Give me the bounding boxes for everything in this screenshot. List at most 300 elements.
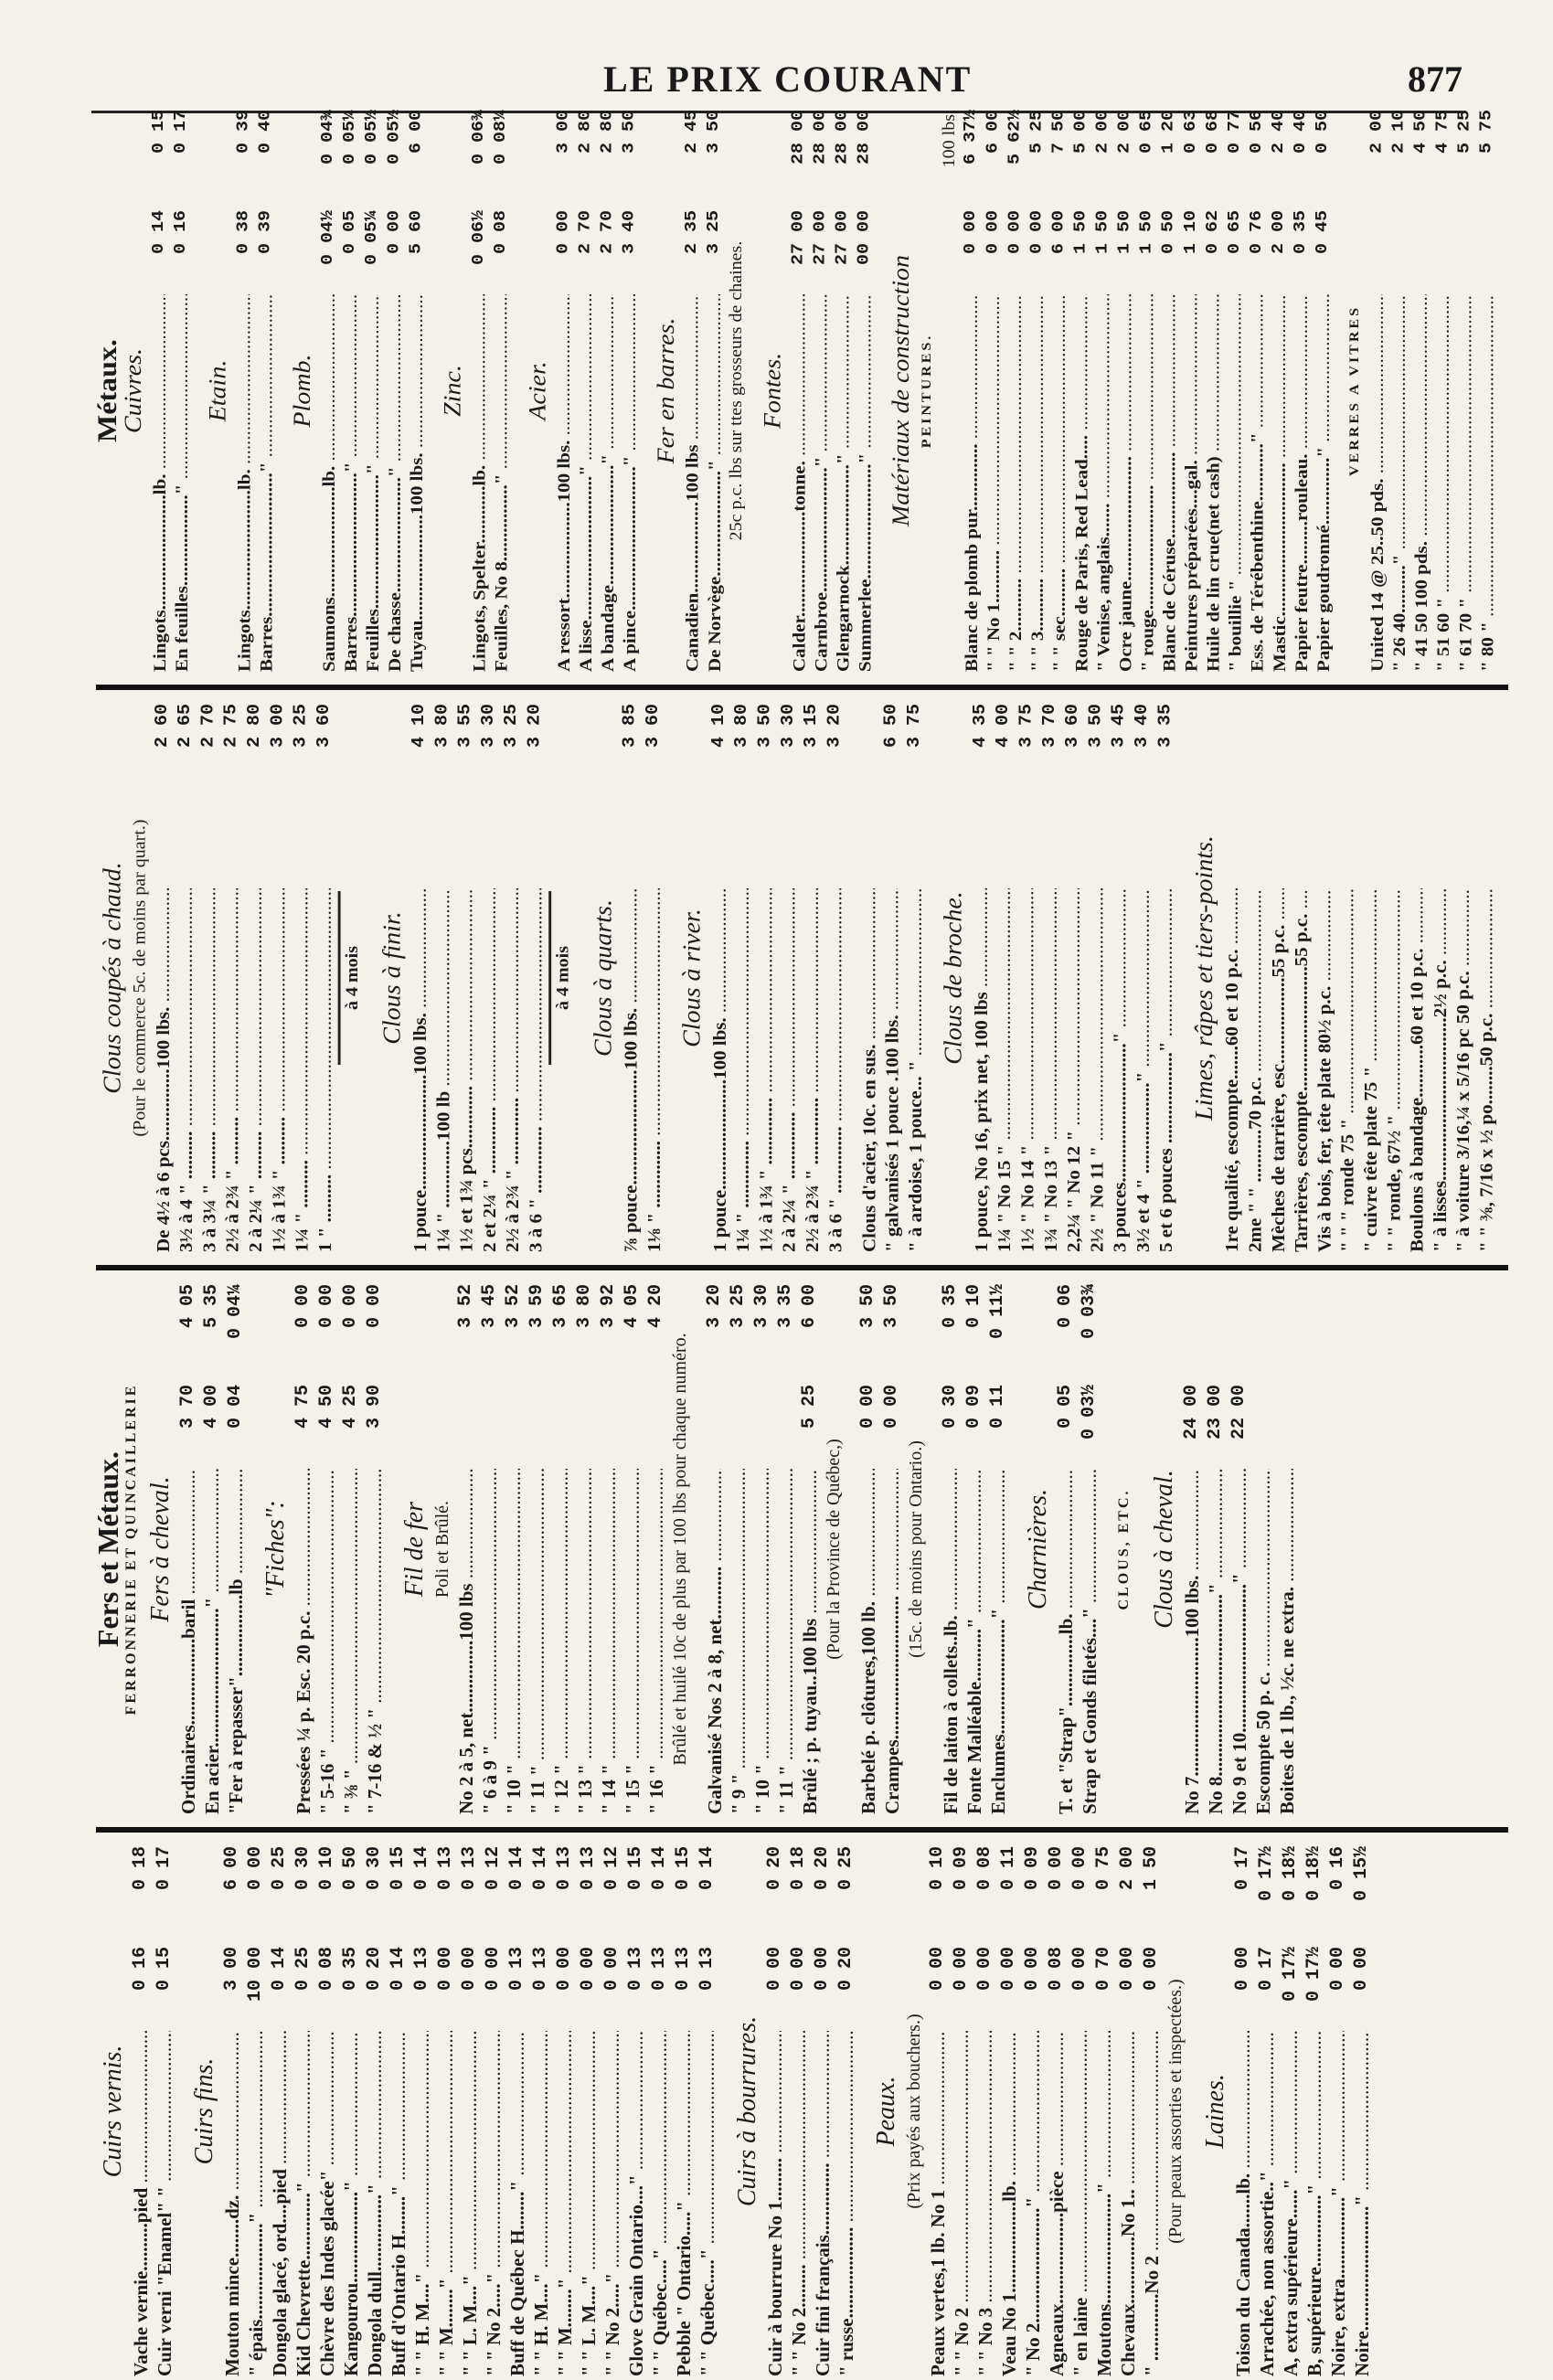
price-high: 0 10	[963, 1284, 984, 1329]
item-label: 1½ et 1¾ pcs............. .....	[454, 888, 477, 1252]
price-row	[1114, 110, 1136, 672]
price-high: 0 00	[293, 1284, 314, 1329]
price-row	[292, 1846, 315, 2376]
price-high: 0 11½	[987, 1284, 1008, 1340]
price-row	[575, 110, 597, 672]
price-low	[801, 804, 824, 888]
price-high: 0 04¼	[225, 1284, 246, 1340]
item-label: 1¼ " .......... .....	[290, 888, 313, 1252]
price-low: 0 00	[1232, 1947, 1253, 1992]
section-title: "Fiches":	[261, 1500, 290, 1599]
section-title: Cuirs vernis.	[99, 2045, 127, 2178]
price-row	[1154, 704, 1177, 1252]
price-high: 3 45	[1109, 704, 1130, 749]
price-low: 0 00	[961, 210, 981, 255]
price-high: 0 05½	[384, 110, 404, 165]
price-low	[824, 804, 846, 888]
price-high: 3 20	[704, 1284, 725, 1329]
price-low	[1410, 210, 1432, 294]
column-cuirs	[96, 1846, 1508, 2376]
price-row	[824, 704, 846, 1252]
price-row	[1038, 704, 1061, 1252]
item-label: " 16 " .....	[644, 1469, 668, 1814]
price-low: 0 20	[835, 1947, 856, 1992]
price-low: 0 13	[530, 1947, 551, 1992]
price-high: 4 05	[177, 1284, 198, 1329]
price-low	[1038, 804, 1061, 888]
item-label: En feuilles..................." .....	[170, 294, 192, 672]
item-label: " 12 " .....	[549, 1469, 573, 1814]
spacer	[428, 110, 438, 672]
item-label: " " L. M...." .....	[577, 2031, 601, 2376]
price-high: 2 10	[1388, 110, 1409, 154]
price-low: 0 00	[459, 1947, 480, 1992]
price-row	[601, 1846, 624, 2376]
price-high: 2 70	[197, 704, 219, 749]
item-label: " 26 40.........." .....	[1388, 294, 1410, 672]
item-label: 1¼ " .............. .....	[731, 888, 754, 1252]
price-high: 0 04¾	[318, 110, 338, 165]
price-row	[854, 110, 876, 672]
item-label: A, extra supérieure......" .....	[1279, 2031, 1303, 2376]
price-row	[478, 1284, 502, 1814]
price-low: 0 00	[578, 1947, 599, 1992]
item-label: A lisse.............................." .....	[575, 294, 597, 672]
item-label: 2½ " No 11 " .....	[1085, 888, 1108, 1252]
spacer	[1374, 1846, 1385, 2376]
spacer	[858, 1846, 869, 2376]
item-label: Vis à bois, fer, tête plate 80½ p.c. .....	[1313, 888, 1335, 1252]
price-high: 6 00	[983, 110, 1003, 154]
price-high: 0 75	[1093, 1846, 1114, 1891]
price-low	[1432, 210, 1454, 294]
price-high: 3 50	[1085, 704, 1107, 749]
column-divider	[96, 1265, 1508, 1270]
price-low: 0 14	[388, 1947, 409, 1992]
price-high: 2 00	[1092, 110, 1113, 154]
price-high	[1452, 704, 1474, 804]
price-row	[1303, 1846, 1326, 2376]
price-row	[856, 1284, 880, 1814]
price-low: 1 50	[1092, 210, 1113, 255]
price-high: 3 20	[824, 704, 846, 749]
item-label: Lingots, Spelter............lb. .....	[468, 294, 490, 672]
price-row	[672, 1846, 696, 2376]
price-row	[1092, 1846, 1116, 2376]
price-low: 0 00	[1069, 1947, 1090, 1992]
price-low	[1016, 804, 1038, 888]
section-title: Laines.	[1201, 2074, 1229, 2149]
item-label: 3½ à 4 " .......... .....	[175, 888, 197, 1252]
price-high: 4 10	[708, 704, 729, 749]
price-row	[1279, 1846, 1303, 2376]
price-low: 2 70	[575, 210, 595, 255]
price-row	[750, 1284, 774, 1814]
price-low	[501, 804, 524, 888]
price-high: 0 20	[764, 1846, 785, 1891]
spacer	[192, 110, 202, 672]
price-high: 0 12	[601, 1846, 622, 1891]
item-label: Pressées ¼ p. Esc. 20 p.c. .....	[292, 1469, 315, 1814]
price-row	[703, 110, 725, 672]
price-low: 0 08	[316, 1947, 337, 1992]
section-title: Clous à cheval.	[1150, 1470, 1178, 1629]
price-row	[1452, 704, 1474, 1252]
price-row	[1180, 1284, 1204, 1814]
item-label: De chasse........................" .....	[384, 294, 406, 672]
item-label: " " No 2......... .....	[787, 2031, 811, 2376]
section-footnote: (Pour la Province de Québec,)	[824, 1439, 844, 1660]
price-high: 5 00	[1070, 110, 1090, 154]
price-high: 2 80	[575, 110, 595, 154]
price-row	[1359, 704, 1382, 1252]
price-row	[624, 1846, 648, 2376]
spacer	[1177, 704, 1188, 1252]
item-label: 1¾ " No 13 " .....	[1038, 888, 1061, 1252]
item-label: Blanc de plomb pur.............. .....	[961, 294, 983, 672]
price-high: 0 13	[459, 1846, 480, 1891]
item-label: 1½ à 1¾ " .......... .....	[267, 888, 290, 1252]
price-row	[1070, 110, 1092, 672]
price-low: 00 00	[854, 210, 875, 266]
price-row	[801, 704, 824, 1252]
price-high: 5 62½	[1005, 110, 1025, 165]
item-label: " à lisses..................................2½ p.c. .....	[1428, 888, 1451, 1252]
price-row	[1048, 110, 1070, 672]
price-high: 0 06	[1055, 1284, 1076, 1329]
price-low: 0 15	[154, 1947, 175, 1992]
price-row	[621, 1284, 644, 1814]
column-clous	[96, 704, 1508, 1252]
price-low	[969, 804, 992, 888]
price-low	[290, 804, 313, 888]
item-label: " " H. M...." .....	[410, 2031, 434, 2376]
spacer	[176, 1846, 187, 2376]
price-low	[1275, 1385, 1299, 1469]
price-row	[315, 1284, 339, 1814]
terms-label: à 4 mois	[338, 891, 364, 1065]
price-high: 0 39	[233, 110, 254, 154]
price-high: 0 06¾	[468, 110, 489, 165]
price-high: 0 40	[1291, 110, 1311, 154]
price-high: 0 77	[1225, 110, 1245, 154]
price-low: 0 13	[625, 1947, 646, 1992]
price-low: 0 13	[673, 1947, 694, 1992]
price-low: 0 06½	[468, 210, 489, 266]
price-high: 0 14	[530, 1846, 551, 1891]
section-title: Matériaux de construction	[888, 254, 915, 527]
price-high: 3 65	[550, 1284, 571, 1329]
price-row	[1454, 110, 1476, 672]
price-low: 0 25	[293, 1947, 314, 1992]
price-low: 1 50	[1070, 210, 1090, 255]
price-high: 3 50	[619, 110, 639, 154]
price-row	[175, 704, 197, 1252]
price-row	[993, 704, 1016, 1252]
price-row	[454, 704, 477, 1252]
item-label: " " No 2....." .....	[482, 2031, 505, 2376]
spacer	[876, 110, 886, 672]
price-row	[1290, 110, 1312, 672]
price-row	[313, 704, 335, 1252]
price-row	[577, 1846, 601, 2376]
item-label: Enclumes........................" .....	[986, 1469, 1010, 1814]
price-high: 0 03¾	[1079, 1284, 1100, 1340]
price-high: 0 05½	[362, 110, 382, 165]
price-low: 0 00	[812, 1947, 833, 1992]
price-row	[339, 110, 361, 672]
price-low: 0 30	[940, 1385, 961, 1429]
price-row	[176, 1284, 200, 1814]
item-label: " cuivre tête plate 75 " .....	[1359, 888, 1382, 1252]
price-low	[644, 1385, 668, 1469]
item-label: Escompte 50 p. c. .....	[1251, 1469, 1275, 1814]
price-low: 0 00	[1022, 1947, 1043, 1992]
price-low	[727, 1385, 750, 1469]
price-row	[468, 110, 490, 672]
item-label: Noire, extra................." .....	[1326, 2031, 1350, 2376]
price-high: 0 15½	[1351, 1846, 1372, 1902]
item-label: 2 et 2¼ " .............. .....	[477, 888, 500, 1252]
price-row	[1069, 1846, 1092, 2376]
column-divider	[96, 685, 1508, 690]
item-label: Chevaux..............No 1.. .....	[1116, 2031, 1140, 2376]
price-high: 0 08	[974, 1846, 995, 1891]
item-label: 1re qualité, escompte.......60 et 10 p.c. .....	[1220, 888, 1243, 1252]
price-row	[526, 1284, 549, 1814]
price-row	[315, 1846, 339, 2376]
price-low	[750, 1385, 774, 1469]
price-low: 0 00	[983, 210, 1003, 255]
price-low	[703, 1385, 727, 1469]
section-note: (Pour le commerce 5c. de moins par quart.)	[129, 819, 150, 1137]
price-row	[255, 110, 277, 672]
price-row	[1313, 704, 1335, 1252]
item-label: Huile de lin crue(net cash) .....	[1202, 294, 1224, 672]
section-title: Clous à finir.	[378, 911, 407, 1045]
price-low	[220, 804, 243, 888]
price-low: 0 00	[601, 1947, 622, 1992]
item-label: De 4½ à 6 pcs...............100 lbs. .....	[151, 888, 174, 1252]
price-high: 2 45	[682, 110, 702, 154]
price-low: 0 17½	[1303, 1947, 1324, 2003]
item-label: Calder......................tonne. .....	[788, 294, 810, 672]
price-low	[244, 804, 267, 888]
item-label: Cuir à bourrure No 1......... .....	[763, 2031, 787, 2376]
price-row	[1180, 110, 1202, 672]
price-row	[1335, 704, 1358, 1252]
item-label: Fil de laiton à collets..lb. .....	[939, 1469, 963, 1814]
price-high: 4 75	[1432, 110, 1452, 154]
price-high: 28 00	[788, 110, 808, 165]
price-high: 28 00	[854, 110, 875, 165]
item-label: Galvanisé Nos 2 à 8, net........... .....	[703, 1469, 727, 1814]
spacer	[1101, 1284, 1112, 1814]
price-low: 0 45	[1313, 210, 1333, 255]
price-high: 4 10	[409, 704, 430, 749]
item-label: " " Québec....." .....	[648, 2031, 672, 2376]
price-low: 0 62	[1203, 210, 1223, 255]
item-label: Barres.............................." .....	[339, 294, 361, 672]
spacer	[1010, 1284, 1021, 1814]
price-high: 0 09	[951, 1846, 972, 1891]
item-label: " " ronde, 67½ " .....	[1382, 888, 1405, 1252]
item-label: " " No 1........... .....	[983, 294, 1005, 672]
price-row	[950, 1846, 973, 2376]
price-low: 0 00	[1141, 1947, 1162, 1992]
item-label: Tuyau......................100 lbs. .....	[406, 294, 428, 672]
price-low: 3 00	[221, 1947, 242, 1992]
item-label: " 15 " .....	[621, 1469, 644, 1814]
section-title: CLOUS, ETC.	[1116, 1488, 1132, 1610]
price-high: 3 30	[478, 704, 499, 749]
price-high: 28 00	[832, 110, 853, 165]
item-label: Chèvre des Indes glacée" .....	[315, 2031, 339, 2376]
price-high: 3 25	[728, 1284, 749, 1329]
price-high: 3 60	[643, 704, 664, 749]
item-label: " 10 " .....	[750, 1469, 774, 1814]
terms-label: à 4 mois	[548, 891, 574, 1065]
price-low: 27 00	[832, 210, 853, 266]
price-high: 4 50	[1410, 110, 1431, 154]
price-low: 6 00	[1048, 210, 1069, 255]
price-row	[1275, 1284, 1299, 1814]
item-label: 1 pouce.......................100 lbs. .....	[707, 888, 730, 1252]
price-row	[148, 110, 170, 672]
price-high: 3 50	[857, 1284, 878, 1329]
price-low: 10 00	[245, 1947, 266, 2003]
spacer	[512, 110, 522, 672]
price-low	[1154, 804, 1177, 888]
item-label: United 14 @ 25..50 pds. .....	[1367, 294, 1388, 672]
item-label: Mèches de tarrière, esc..................55 p.c. .....	[1266, 888, 1289, 1252]
item-label: Papier goudronné.............." .....	[1312, 294, 1334, 672]
item-label: No 2 à 5, net...............100 lbs .....	[454, 1469, 478, 1814]
price-high: 3 60	[1062, 704, 1083, 749]
item-label: Buff de Québec H........" .....	[505, 2031, 529, 2376]
price-high: 3 52	[455, 1284, 476, 1329]
price-row	[197, 704, 220, 1252]
price-row	[973, 1846, 997, 2376]
item-label: Clous d'acier, 10c. en sus. .....	[857, 888, 880, 1252]
item-label: No 7.............................100 lbs. .....	[1180, 1469, 1204, 1814]
item-label: 2½ à 2¾ " .............. .....	[801, 888, 824, 1252]
price-high: 3 25	[291, 704, 312, 749]
price-low: 3 70	[177, 1385, 198, 1429]
price-high: 0 05¼	[340, 110, 360, 165]
item-label: " " " ronde 75 " .....	[1335, 888, 1358, 1252]
item-label: " " No 3 .....	[973, 2031, 997, 2376]
price-low: 0 05¼	[362, 210, 382, 266]
price-low: 0 00	[998, 1947, 1019, 1992]
price-row	[707, 704, 730, 1252]
item-label: Brûlé ; p. tuyau..100 lbs .....	[798, 1469, 822, 1814]
price-low	[1313, 804, 1335, 888]
price-high: 3 75	[904, 704, 925, 749]
price-high	[1428, 704, 1451, 804]
price-low: 0 00	[553, 210, 573, 255]
unit-label: 100 lbs.	[940, 110, 959, 168]
price-row	[1092, 110, 1114, 672]
price-row	[233, 110, 255, 672]
item-label: 2,2¼ " No 12 " .....	[1062, 888, 1085, 1252]
price-row	[1220, 704, 1243, 1252]
item-label: " 61 70 " .....	[1454, 294, 1476, 672]
price-row	[810, 110, 832, 672]
price-low: 0 00	[1026, 210, 1047, 255]
price-row	[1268, 110, 1290, 672]
spacer	[747, 110, 757, 672]
item-label: 5 et 6 pouces ..................." .....	[1154, 888, 1177, 1252]
price-row	[151, 704, 174, 1252]
price-row	[642, 704, 665, 1252]
price-high: 0 68	[1203, 110, 1223, 154]
price-high: 0 17	[154, 1846, 175, 1891]
price-low: 0 00	[554, 1947, 575, 1992]
section-title: Clous de broche.	[940, 891, 968, 1065]
spacer	[927, 704, 938, 1252]
item-label: Glengarnock....................." .....	[832, 294, 854, 672]
price-row	[524, 704, 547, 1252]
price-row	[482, 1846, 505, 2376]
price-high: 0 20	[812, 1846, 833, 1891]
price-low	[431, 804, 454, 888]
item-label: " 11 " .....	[774, 1469, 798, 1814]
price-high: 3 25	[501, 704, 523, 749]
price-row	[1255, 1846, 1279, 2376]
price-row	[798, 1284, 822, 1814]
price-low: 0 65	[1225, 210, 1245, 255]
price-low	[1251, 1385, 1275, 1469]
price-high: 0 15	[388, 1846, 409, 1891]
price-row	[224, 1284, 248, 1814]
spacer	[846, 1284, 856, 1814]
item-label: Carnbroe.........................." .....	[810, 294, 832, 672]
price-row	[880, 1284, 904, 1814]
section-title: Clous coupés à chaud.	[98, 862, 127, 1094]
price-low: 0 00	[384, 210, 404, 255]
price-high: 0 00	[1046, 1846, 1067, 1891]
item-label: Mastic................................ .....	[1268, 294, 1290, 672]
item-label: " galvanisés 1 pouce .100 lbs. .....	[880, 888, 903, 1252]
price-row	[1062, 704, 1085, 1252]
price-high: 2 00	[1117, 1846, 1138, 1891]
item-label: " 14 " .....	[597, 1469, 621, 1814]
item-label: Crampes.............................. .....	[880, 1469, 904, 1814]
price-low: 27 00	[788, 210, 808, 266]
price-high	[1251, 1284, 1275, 1385]
item-label: " " L. M...." .....	[458, 2031, 482, 2376]
price-high: 0 08¼	[491, 110, 511, 165]
item-label: Arrachée, non assortie.." .....	[1255, 2031, 1279, 2376]
price-row	[1388, 110, 1410, 672]
spacer	[576, 704, 587, 1252]
column-title: Métaux.	[91, 339, 122, 442]
price-row	[597, 110, 619, 672]
item-label: " 10 " .....	[502, 1469, 526, 1814]
price-high: 0 63	[1180, 110, 1201, 154]
price-row	[1410, 110, 1432, 672]
price-row	[1224, 110, 1246, 672]
price-row	[1005, 110, 1026, 672]
price-low: 0 04	[225, 1385, 246, 1429]
item-label: Papier feutre.........rouleau. .....	[1290, 294, 1312, 672]
price-row	[1026, 110, 1048, 672]
item-label: 1 pouce, No 16, prix net, 100 lbs .....	[969, 888, 992, 1252]
section-title: Etain.	[205, 359, 232, 422]
spacer	[1497, 704, 1508, 1252]
price-high: 3 80	[574, 1284, 595, 1329]
